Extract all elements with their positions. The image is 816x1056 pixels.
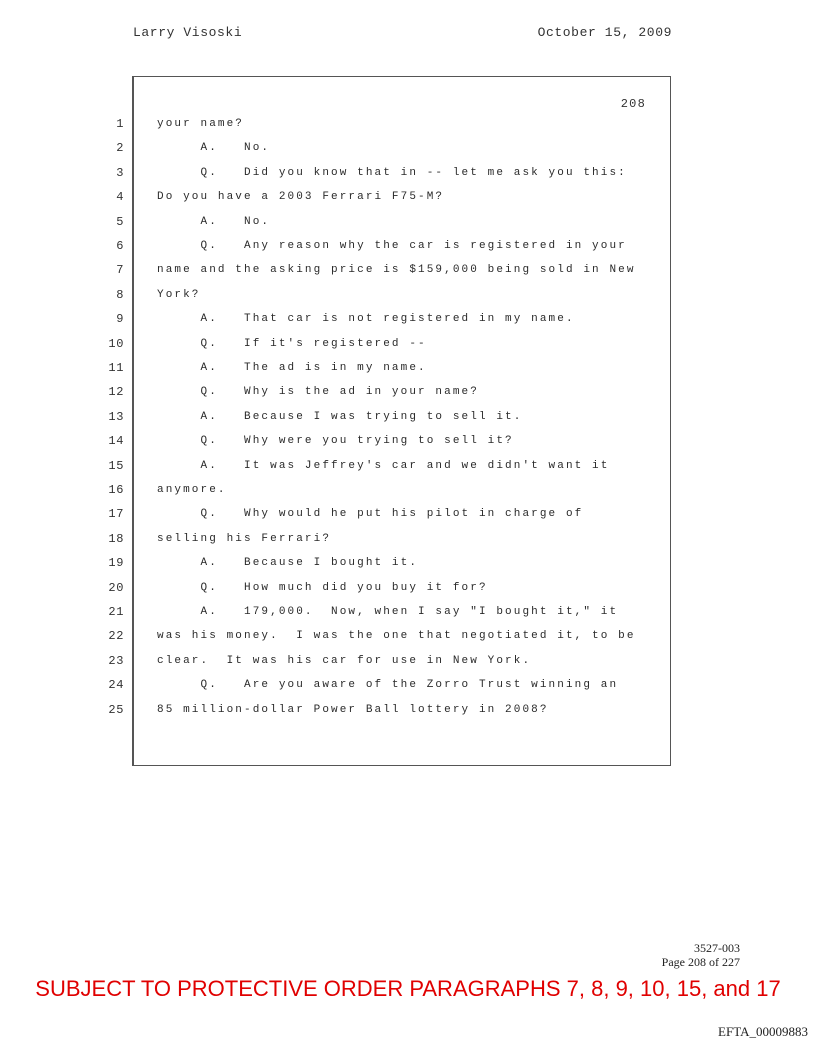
line-number: 11: [108, 361, 124, 375]
transcript-line: your name?: [157, 118, 245, 130]
transcript-line: A. 179,000. Now, when I say "I bought it," it: [157, 606, 619, 618]
transcript-line: A. No.: [157, 142, 271, 155]
line-number: 19: [108, 556, 124, 571]
line-number: 8: [116, 287, 124, 302]
transcript-line: A. The ad is in my name.: [157, 362, 427, 374]
line-number: 16: [108, 483, 124, 497]
line-number: 20: [108, 580, 124, 595]
transcript-line: Q. Why is the ad in your name?: [157, 386, 479, 399]
line-number: 18: [108, 531, 124, 546]
transcript-line: selling his Ferrari?: [157, 532, 332, 545]
transcript-line: A. No.: [157, 215, 271, 228]
line-number: 12: [108, 385, 124, 400]
transcript-line: A. That car is not registered in my name.: [157, 313, 575, 326]
line-number: 1: [116, 117, 124, 131]
line-number: 5: [116, 214, 124, 229]
line-number: 23: [108, 653, 124, 668]
transcript-line: anymore.: [157, 484, 227, 496]
line-number: 25: [108, 702, 124, 717]
line-number: 15: [108, 458, 124, 473]
transcript-line: name and the asking price is $159,000 being sold in New: [157, 264, 636, 277]
line-number: 6: [116, 239, 124, 253]
transcript-line: was his money. I was the one that negotiated it, to be: [157, 630, 636, 643]
transcript-line: Q. Are you aware of the Zorro Trust winning an: [157, 679, 619, 692]
line-number: 21: [108, 605, 124, 619]
line-number: 4: [116, 190, 124, 205]
line-number: 17: [108, 507, 124, 522]
line-number: 3: [116, 165, 124, 180]
transcript-line: Q. Why were you trying to sell it?: [157, 435, 514, 448]
transcript-line: 85 million-dollar Power Ball lottery in 2008?: [157, 703, 549, 716]
document-id: [662, 941, 740, 969]
transcript-line: Q. Did you know that in -- let me ask you this:: [157, 166, 627, 179]
transcript-line: A. Because I was trying to sell it.: [157, 410, 523, 423]
bates-number: EFTA_00009883: [718, 1024, 808, 1039]
line-number: 13: [108, 409, 124, 424]
line-number: 22: [108, 629, 124, 644]
line-number: 24: [108, 678, 124, 693]
line-number: 10: [108, 336, 124, 351]
line-number: 14: [108, 434, 124, 449]
transcript-line: clear. It was his car for use in New York.: [157, 654, 532, 667]
witness-name: Larry Visoski: [133, 25, 243, 40]
transcript-line: A. It was Jeffrey's car and we didn't want it: [157, 459, 610, 472]
deposition-date: October 15, 2009: [537, 25, 672, 40]
transcript-line: A. Because I bought it.: [157, 557, 419, 570]
line-number: 2: [116, 141, 124, 156]
line-number: 7: [116, 263, 124, 278]
line-number: 9: [116, 312, 124, 327]
transcript-line: York?: [157, 288, 201, 301]
transcript-line: Q. Why would he put his pilot in charge of: [157, 508, 584, 521]
transcript-line: Q. If it's registered --: [157, 337, 427, 350]
protective-order-notice: SUBJECT TO PROTECTIVE ORDER PARAGRAPHS 7, 8, 9, 10, 15, and 17: [35, 976, 781, 1001]
transcript-line: Q. Any reason why the car is registered in your: [157, 240, 627, 252]
transcript-line: Q. How much did you buy it for?: [157, 581, 488, 594]
case-number: 3527-003: [694, 941, 740, 955]
transcript-page-number: 208: [620, 97, 646, 111]
transcript-line: Do you have a 2003 Ferrari F75-M?: [157, 191, 445, 204]
page-of-total: Page 208 of 227: [661, 955, 740, 969]
